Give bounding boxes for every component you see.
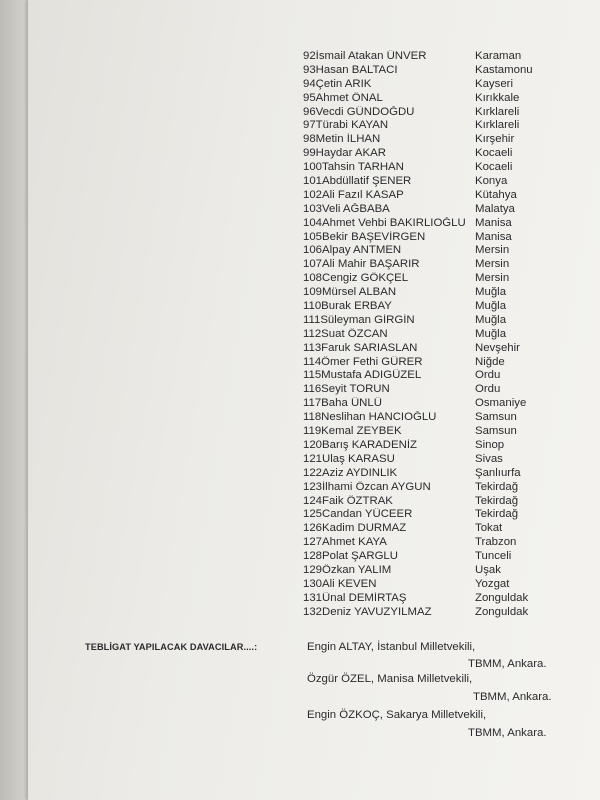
member-name-cell (303, 231, 475, 245)
list-item (303, 439, 563, 453)
member-name: Kemal ZEYBEK (321, 425, 402, 438)
list-item (303, 78, 563, 92)
list-item (303, 522, 563, 536)
address-line: TBMM, Ankara. (473, 691, 552, 703)
member-name-cell (303, 328, 475, 342)
member-city: Uşak (475, 563, 501, 576)
member-name-cell (303, 481, 475, 495)
member-city: Zonguldak (475, 591, 529, 604)
list-item (303, 92, 563, 106)
list-item (303, 383, 563, 397)
list-item (303, 175, 563, 189)
member-name: Özkan YALIM (322, 563, 392, 576)
list-item (303, 203, 563, 217)
row-number: 94 (303, 77, 316, 90)
member-city: Muğla (475, 300, 507, 313)
list-item (303, 286, 563, 300)
member-city: Kocaeli (475, 161, 513, 174)
list-item (303, 495, 563, 509)
list-item (303, 64, 563, 78)
row-number: 123 (303, 480, 323, 493)
row-number: 127 (303, 536, 323, 549)
list-item (303, 328, 563, 342)
member-name-cell (303, 397, 475, 411)
row-number: 93 (303, 63, 316, 76)
member-name: Polat ŞARGLU (322, 550, 398, 563)
member-city: Niğde (475, 355, 505, 368)
row-number: 109 (303, 286, 323, 299)
list-item (303, 397, 563, 411)
member-name: Faruk SARIASLAN (321, 341, 418, 354)
member-name-cell (303, 606, 475, 620)
member-name-cell (303, 244, 475, 258)
row-number: 121 (303, 452, 323, 465)
address-line: Engin ÖZKOÇ, Sakarya Milletvekili, (307, 709, 487, 721)
member-name: Ahmet KAYA (322, 536, 387, 549)
member-name-cell (303, 133, 475, 147)
member-name-cell (303, 536, 475, 550)
plaintiff-list (303, 50, 563, 620)
list-item (303, 189, 563, 203)
row-number: 124 (303, 494, 323, 507)
member-name-cell (303, 369, 475, 383)
member-name: İsmail Atakan ÜNVER (315, 50, 427, 62)
member-city: Mersin (475, 244, 510, 257)
list-item (303, 481, 563, 495)
member-city: Manisa (475, 230, 512, 243)
member-city: Karaman (475, 50, 522, 62)
list-item (303, 300, 563, 314)
list-item (303, 425, 563, 439)
row-number: 100 (303, 161, 323, 174)
row-number: 99 (303, 147, 316, 160)
row-number: 120 (303, 438, 323, 451)
member-name-cell (303, 453, 475, 467)
member-name: Haydar AKAR (315, 147, 386, 160)
member-city: Zonguldak (475, 605, 529, 618)
member-name: Ahmet Vehbi BAKIRLIOĞLU (322, 216, 466, 229)
row-number: 129 (303, 563, 323, 576)
address-line: TBMM, Ankara. (468, 727, 547, 739)
member-name: Çetin ARIK (315, 77, 372, 90)
member-name: Metin İLHAN (315, 133, 381, 146)
member-name: Candan YÜCEER (322, 508, 413, 521)
member-city: Yozgat (475, 577, 510, 590)
member-city: Osmaniye (475, 397, 527, 410)
row-number: 97 (303, 119, 316, 132)
member-name-cell (303, 119, 475, 133)
member-name: Aziz AYDINLIK (322, 466, 398, 479)
member-name-cell (303, 411, 475, 425)
list-item (303, 411, 563, 425)
member-name-cell (303, 286, 475, 300)
member-name-cell (303, 78, 475, 92)
page-left-edge (0, 0, 30, 800)
row-number: 119 (303, 425, 322, 438)
member-city: Tekirdağ (475, 508, 519, 521)
row-number: 112 (303, 327, 322, 340)
member-city: Ordu (475, 369, 501, 382)
row-number: 114 (303, 355, 322, 368)
member-name-cell (303, 522, 475, 536)
list-item (303, 50, 563, 64)
member-city: Trabzon (475, 536, 517, 549)
member-city: Ordu (475, 383, 501, 396)
list-item (303, 356, 563, 370)
row-number: 96 (303, 105, 316, 118)
member-city: Muğla (475, 313, 507, 326)
notification-label: TEBLİGAT YAPILACAK DAVACILAR....: (85, 642, 258, 652)
member-city: Tunceli (475, 550, 512, 563)
member-name-cell (303, 64, 475, 78)
member-name-cell (303, 425, 475, 439)
member-name: Cengiz GÖKÇEL (322, 272, 409, 285)
member-name: Burak ERBAY (321, 300, 392, 313)
member-name-cell (303, 592, 475, 606)
member-city: Konya (475, 175, 508, 188)
row-number: 102 (303, 188, 323, 201)
member-city: Kütahya (475, 188, 517, 201)
member-city: Kırşehir (475, 133, 515, 146)
member-name-cell (303, 439, 475, 453)
list-item (303, 536, 563, 550)
row-number: 95 (303, 91, 316, 104)
row-number: 132 (303, 605, 323, 618)
member-name-cell (303, 106, 475, 120)
list-item (303, 550, 563, 564)
row-number: 130 (303, 577, 323, 590)
member-name-cell (303, 342, 475, 356)
list-item (303, 606, 563, 620)
member-name: İlhami Özcan AYGUN (322, 480, 431, 493)
member-city: Sinop (475, 438, 505, 451)
member-name: Ali Fazıl KASAP (322, 188, 404, 201)
member-name: Ahmet ÖNAL (315, 91, 383, 104)
member-city: Manisa (475, 216, 512, 229)
member-name: Veli AĞBABA (322, 202, 390, 215)
member-name-cell (303, 175, 475, 189)
member-name: Deniz YAVUZYILMAZ (322, 605, 432, 618)
member-name-cell (303, 314, 475, 328)
member-name: Suat ÖZCAN (321, 327, 388, 340)
member-city: Sivas (475, 452, 503, 465)
member-name-cell (303, 550, 475, 564)
member-name: Ömer Fethi GÜRER (321, 355, 423, 368)
member-name: Türabi KAYAN (315, 119, 389, 132)
list-item (303, 147, 563, 161)
member-name-cell (303, 356, 475, 370)
row-number: 111 (303, 313, 321, 326)
row-number: 98 (303, 133, 316, 146)
list-item (303, 564, 563, 578)
member-name: Seyit TORUN (321, 383, 390, 396)
list-item (303, 578, 563, 592)
row-number: 128 (303, 550, 323, 563)
list-item (303, 369, 563, 383)
member-city: Malatya (475, 202, 515, 215)
list-item (303, 244, 563, 258)
member-name: Kadim DURMAZ (322, 522, 407, 535)
row-number: 125 (303, 508, 323, 521)
list-item (303, 133, 563, 147)
member-name: Mustafa ADIGÜZEL (321, 369, 422, 382)
list-item (303, 217, 563, 231)
row-number: 105 (303, 230, 323, 243)
row-number: 110 (303, 300, 322, 313)
row-number: 131 (303, 591, 323, 604)
list-item (303, 314, 563, 328)
row-number: 106 (303, 244, 323, 257)
member-city: Kırıkkale (475, 91, 520, 104)
member-name-cell (303, 203, 475, 217)
member-name-cell (303, 272, 475, 286)
list-item (303, 161, 563, 175)
member-city: Kayseri (475, 77, 513, 90)
member-city: Kırklareli (475, 105, 520, 118)
member-name-cell (303, 92, 475, 106)
member-city: Samsun (475, 425, 517, 438)
member-city: Kastamonu (475, 63, 533, 76)
member-name-cell (303, 189, 475, 203)
member-name: Ali Mahir BAŞARIR (322, 258, 420, 271)
list-item (303, 272, 563, 286)
list-item (303, 453, 563, 467)
list-item (303, 342, 563, 356)
member-city: Kocaeli (475, 147, 513, 160)
member-name-cell (303, 467, 475, 481)
member-city: Muğla (475, 327, 507, 340)
row-number: 118 (303, 411, 322, 424)
member-name: Bekir BAŞEVİRGEN (322, 230, 426, 243)
row-number: 104 (303, 216, 323, 229)
list-item (303, 231, 563, 245)
member-city: Samsun (475, 411, 517, 424)
row-number: 103 (303, 202, 323, 215)
row-number: 115 (303, 369, 322, 382)
row-number: 101 (303, 175, 323, 188)
row-number: 116 (303, 383, 322, 396)
member-name: Hasan BALTACI (315, 63, 398, 76)
member-name: Abdüllatif ŞENER (322, 175, 412, 188)
member-city: Nevşehir (475, 341, 520, 354)
member-name: Barış KARADENİZ (322, 438, 417, 451)
list-item (303, 106, 563, 120)
member-city: Muğla (475, 286, 507, 299)
member-name-cell (303, 161, 475, 175)
list-item (303, 467, 563, 481)
member-name: Vecdi GÜNDOĞDU (315, 105, 415, 118)
member-name: Süleyman GİRGİN (320, 313, 415, 326)
row-number: 126 (303, 522, 323, 535)
member-city: Şanlıurfa (475, 466, 521, 479)
member-name-cell (303, 578, 475, 592)
member-city: Mersin (475, 258, 510, 271)
member-city: Tokat (475, 522, 503, 535)
member-name-cell (303, 508, 475, 522)
member-name-cell (303, 383, 475, 397)
row-number: 92 (303, 50, 316, 62)
address-line: Engin ALTAY, İstanbul Milletvekili, (307, 641, 476, 653)
member-name: Ulaş KARASU (322, 452, 395, 465)
member-name-cell (303, 217, 475, 231)
member-city: Tekirdağ (475, 480, 519, 493)
member-name: Alpay ANTMEN (322, 244, 402, 257)
member-city: Kırklareli (475, 119, 520, 132)
member-name-cell (303, 258, 475, 272)
address-line: TBMM, Ankara. (468, 658, 547, 670)
row-number: 113 (303, 341, 322, 354)
row-number: 117 (303, 397, 322, 410)
list-item (303, 592, 563, 606)
member-name-cell (303, 50, 475, 64)
row-number: 122 (303, 466, 323, 479)
member-name: Mürsel ALBAN (322, 286, 397, 299)
list-item (303, 258, 563, 272)
member-name-cell (303, 495, 475, 509)
member-name-cell (303, 147, 475, 161)
member-name: Ali KEVEN (322, 577, 377, 590)
member-name-cell (303, 300, 475, 314)
member-city: Tekirdağ (475, 494, 519, 507)
member-name: Tahsin TARHAN (322, 161, 404, 174)
member-name: Ünal DEMİRTAŞ (322, 591, 407, 604)
address-line: Özgür ÖZEL, Manisa Milletvekili, (307, 673, 473, 685)
list-item (303, 508, 563, 522)
row-number: 107 (303, 258, 323, 271)
member-city: Mersin (475, 272, 510, 285)
member-name: Faik ÖZTRAK (322, 494, 393, 507)
member-name: Baha ÜNLÜ (321, 397, 382, 410)
member-name-cell (303, 564, 475, 578)
member-name: Neslihan HANCIOĞLU (321, 411, 437, 424)
list-item (303, 119, 563, 133)
row-number: 108 (303, 272, 323, 285)
